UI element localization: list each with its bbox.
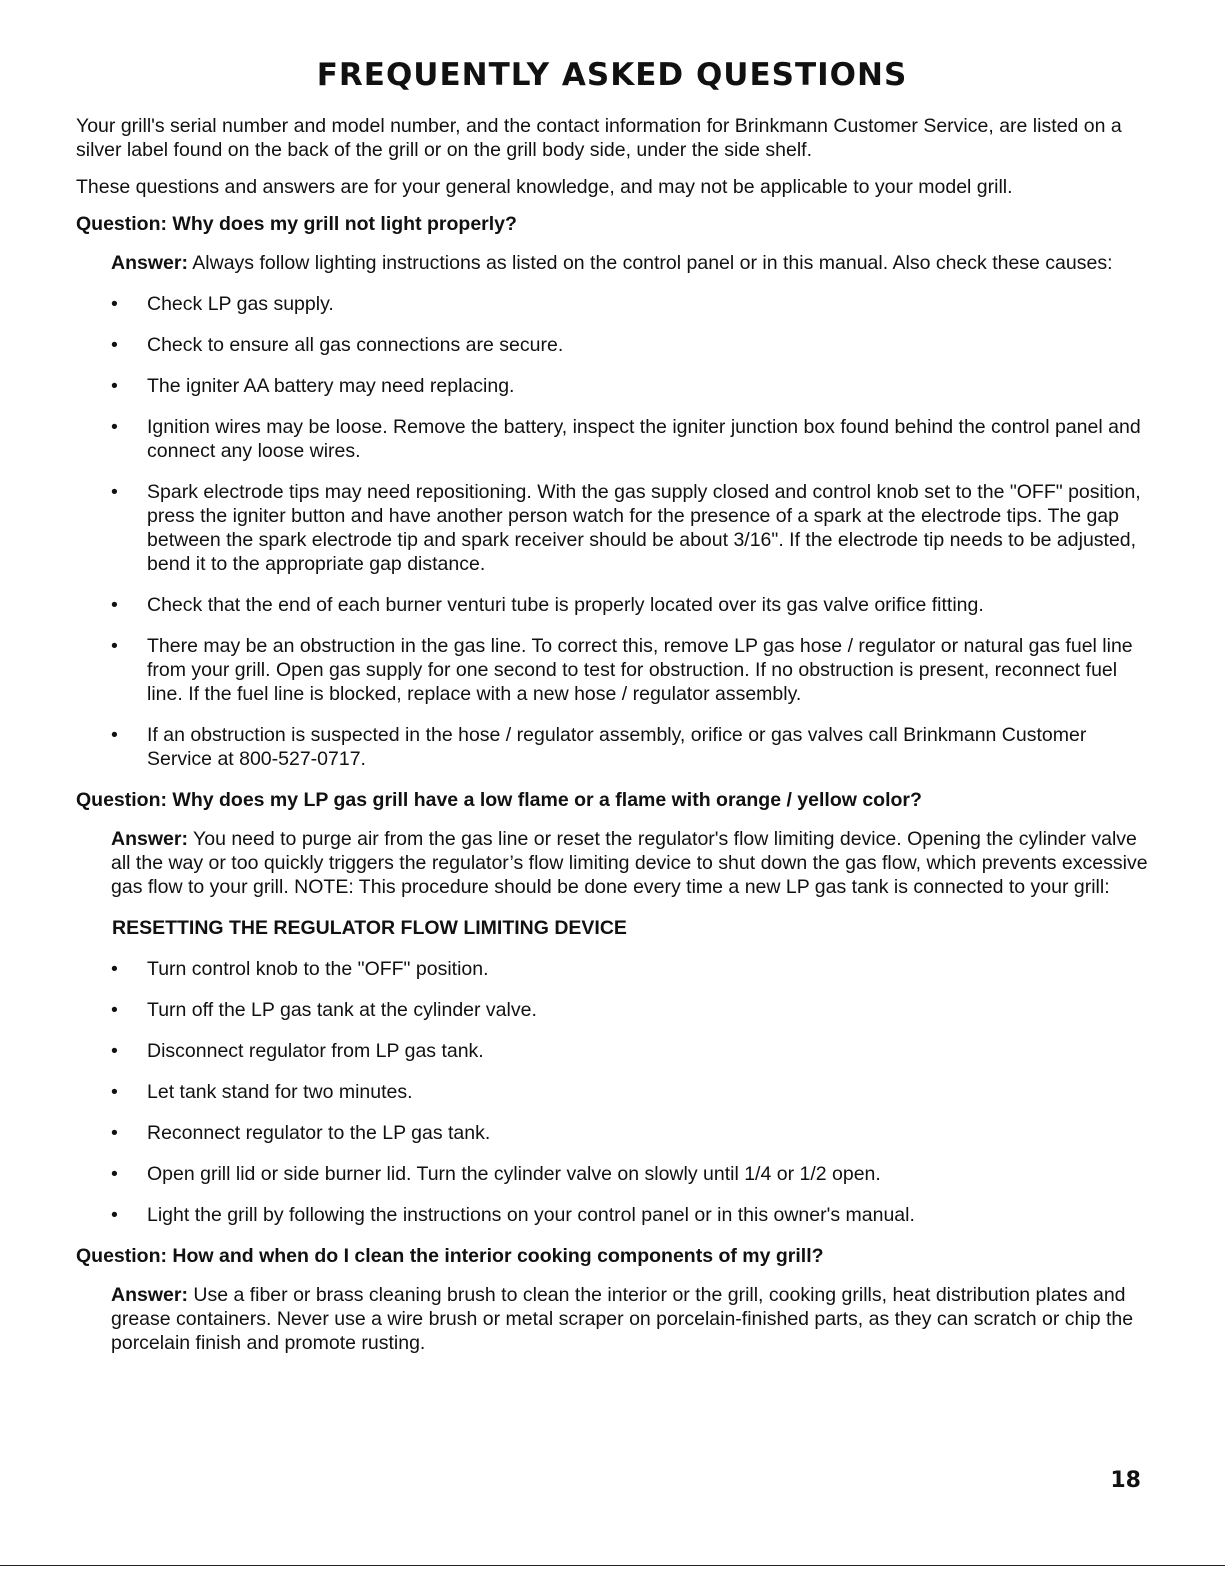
list-item-text: Ignition wires may be loose. Remove the battery, inspect the igniter junction box found behind the control panel and connect any loose wires. — [147, 416, 1141, 463]
bullet-icon: • — [111, 481, 118, 504]
list-item-text: Check LP gas supply. — [147, 293, 334, 316]
faq-question: Question: How and when do I clean the interior cooking components of my grill? — [76, 1245, 824, 1268]
faq-answer — [111, 251, 1148, 275]
answer-text: Always follow lighting instructions as listed on the control panel or in this manual. Also check these causes: — [192, 252, 1113, 275]
answer-label: Answer: — [111, 1284, 188, 1307]
bullet-icon: • — [111, 293, 118, 316]
bullet-icon: • — [111, 334, 118, 357]
list-item — [111, 374, 1148, 398]
list-item — [111, 292, 1148, 316]
answer-text: Use a fiber or brass cleaning brush to clean the interior or the grill, cooking grills, heat distribution plates and grease containers. Never use a wire brush or metal scraper on porcelain-finished parts, as they can scratch or chip the porcelain finish and promote rusting. — [111, 1284, 1134, 1355]
list-item-text: There may be an obstruction in the gas line. To correct this, remove LP gas hose / regulator or natural gas fuel line from your grill. Open gas supply for one second to test for obstruction. If no obstruction is present, reconnect fuel line. If the fuel line is blocked, replace with a new hose / regulator assembly. — [147, 635, 1133, 706]
list-item — [111, 998, 1148, 1022]
list-item — [111, 1039, 1148, 1063]
list-item-text: Light the grill by following the instructions on your control panel or in this owner's manual. — [147, 1204, 915, 1227]
bullet-icon: • — [111, 635, 118, 658]
bullet-icon: • — [111, 1040, 118, 1063]
bullet-icon: • — [111, 1204, 118, 1227]
page-number: 18 — [1110, 1468, 1141, 1493]
bullet-icon: • — [111, 594, 118, 617]
list-item-text: Turn off the LP gas tank at the cylinder valve. — [147, 999, 537, 1022]
list-item-text: Check to ensure all gas connections are secure. — [147, 334, 564, 357]
bullet-icon: • — [111, 1163, 118, 1186]
list-item-text: Turn control knob to the "OFF" position. — [147, 958, 489, 981]
list-item-text: Spark electrode tips may need repositioning. With the gas supply closed and control knob set to the "OFF" position, press the igniter button and have another person watch for the presence of a spark at the electrode tips. The gap between the spark electrode tip and spark receiver should be about 3/16". If the electrode tip needs to be adjusted, bend it to the appropriate gap distance. — [147, 481, 1141, 576]
list-item-text: If an obstruction is suspected in the hose / regulator assembly, orifice or gas valves call Brinkmann Customer Service at 800-527-0717. — [147, 724, 1087, 771]
section-subheading: RESETTING THE REGULATOR FLOW LIMITING DEVICE — [112, 917, 627, 940]
list-item-text: Let tank stand for two minutes. — [147, 1081, 413, 1104]
bullet-icon: • — [111, 1122, 118, 1145]
list-item — [111, 333, 1148, 357]
list-item — [111, 1203, 1148, 1227]
bullet-icon: • — [111, 1081, 118, 1104]
bullet-icon: • — [111, 416, 118, 439]
intro-paragraph: Your grill's serial number and model number, and the contact information for Brinkmann Customer Service, are listed on a silver label found on the back of the grill or on the grill body side, under the side shelf. — [76, 115, 1122, 162]
faq-question: Question: Why does my grill not light properly? — [76, 213, 517, 236]
list-item-text: Check that the end of each burner venturi tube is properly located over its gas valve orifice fitting. — [147, 594, 984, 617]
bottom-divider — [0, 1565, 1225, 1566]
faq-question: Question: Why does my LP gas grill have a low flame or a flame with orange / yellow color? — [76, 789, 922, 812]
answer-label: Answer: — [111, 252, 188, 275]
list-item-text: Open grill lid or side burner lid. Turn the cylinder valve on slowly until 1/4 or 1/2 open. — [147, 1163, 881, 1186]
list-item — [111, 723, 1148, 771]
bullet-icon: • — [111, 724, 118, 747]
intro-paragraph: These questions and answers are for your general knowledge, and may not be applicable to your model grill. — [76, 176, 1013, 199]
bullet-icon: • — [111, 375, 118, 398]
document-page — [76, 58, 1148, 1372]
page-title: FREQUENTLY ASKED QUESTIONS — [316, 57, 908, 93]
faq-answer — [111, 1283, 1148, 1355]
list-item — [111, 1121, 1148, 1145]
bullet-icon: • — [111, 999, 118, 1022]
list-item — [111, 957, 1148, 981]
list-item-text: The igniter AA battery may need replacing. — [147, 375, 515, 398]
list-item-text: Disconnect regulator from LP gas tank. — [147, 1040, 484, 1063]
list-item-text: Reconnect regulator to the LP gas tank. — [147, 1122, 491, 1145]
list-item — [111, 593, 1148, 617]
bullet-list — [111, 292, 1148, 771]
bullet-list — [111, 957, 1148, 1227]
list-item — [111, 1080, 1148, 1104]
answer-label: Answer: — [111, 828, 188, 851]
list-item — [111, 415, 1148, 463]
bullet-icon: • — [111, 958, 118, 981]
list-item — [111, 480, 1148, 576]
answer-text: You need to purge air from the gas line or reset the regulator's flow limiting device. Opening the cylinder valve all the way or too quickly triggers the regulator’s flow limiting device to shut down the gas flow, which prevents excessive gas flow to your grill. NOTE: This procedure should be done every time a new LP gas tank is connected to your grill: — [111, 828, 1148, 899]
list-item — [111, 634, 1148, 706]
list-item — [111, 1162, 1148, 1186]
faq-answer — [111, 827, 1148, 899]
